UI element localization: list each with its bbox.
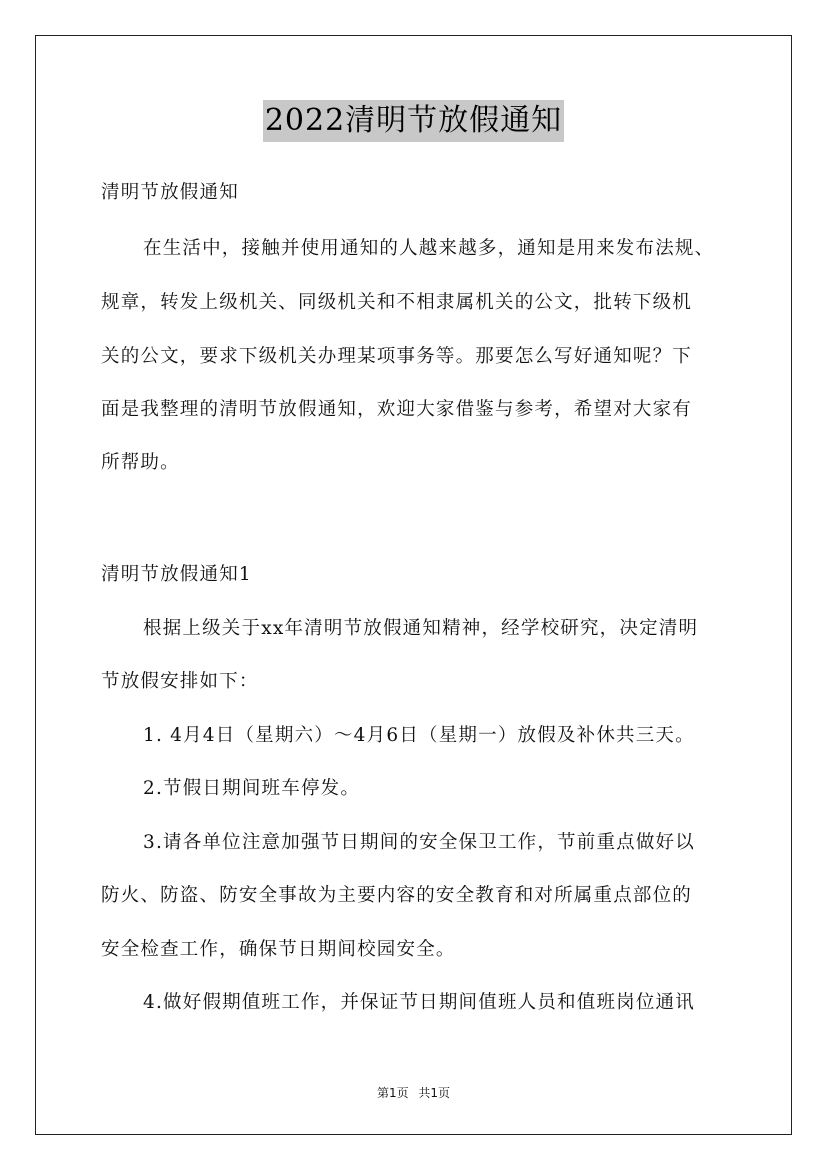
list-item-1: 1. 4月4日（星期六）～4月6日（星期一）放假及补休共三天。 <box>143 725 695 746</box>
subtitle: 清明节放假通知 <box>101 182 239 203</box>
section-heading: 清明节放假通知1 <box>101 564 252 585</box>
page-total: 共1页 <box>418 1086 451 1100</box>
document-title: 2022清明节放假通知 <box>263 100 564 142</box>
page-footer <box>0 1084 827 1101</box>
intro-line-1: 在生活中，接触并使用通知的人越来越多，通知是用来发布法规、 <box>143 238 715 259</box>
list-item-2: 2.节假日期间班车停发。 <box>143 778 361 799</box>
list-item-3-line-3: 安全检查工作，确保节日期间校园安全。 <box>101 939 456 960</box>
intro-line-3: 关的公文，要求下级机关办理某项事务等。那要怎么写好通知呢？下 <box>101 346 693 367</box>
page-number: 第1页 <box>376 1086 409 1100</box>
list-item-3-line-2: 防火、防盗、防安全事故为主要内容的安全教育和对所属重点部位的 <box>101 885 693 906</box>
intro-line-2: 规章，转发上级机关、同级机关和不相隶属机关的公文，批转下级机 <box>101 292 693 313</box>
list-item-3-line-1: 3.请各单位注意加强节日期间的安全保卫工作，节前重点做好以 <box>143 832 695 853</box>
title-container <box>0 100 827 142</box>
intro-line-5: 所帮助。 <box>101 452 180 473</box>
section-para-line-2: 节放假安排如下： <box>101 671 259 692</box>
section-para-line-1: 根据上级关于xx年清明节放假通知精神，经学校研究，决定清明 <box>143 618 699 639</box>
intro-line-4: 面是我整理的清明节放假通知，欢迎大家借鉴与参考，希望对大家有 <box>101 399 693 420</box>
list-item-4: 4.做好假期值班工作，并保证节日期间值班人员和值班岗位通讯 <box>143 992 695 1013</box>
